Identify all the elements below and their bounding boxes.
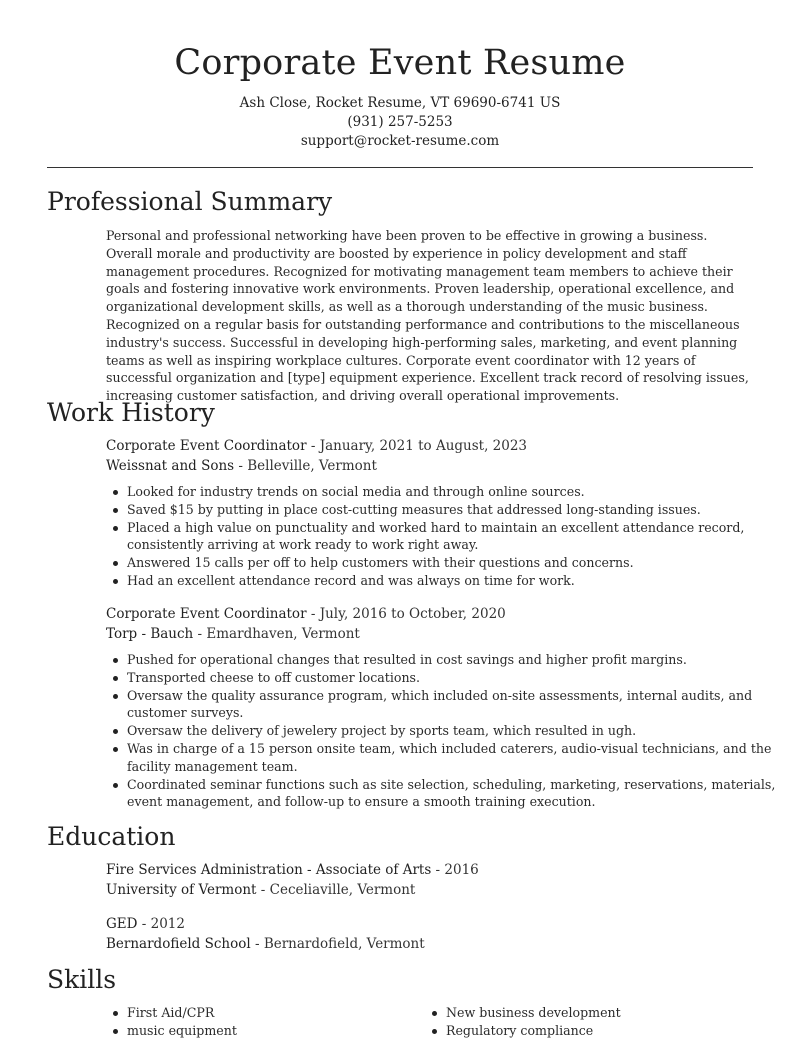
education-school: University of Vermont xyxy=(106,882,256,898)
job-role-line xyxy=(106,437,756,457)
job-bullet-list xyxy=(106,483,777,590)
job-employer: Weissnat and Sons xyxy=(106,458,234,474)
list-item: Saved $15 by putting in place cost-cutting measures that addressed long-standing issues. xyxy=(127,501,777,519)
skills-list-left xyxy=(106,1004,407,1039)
education-school: Bernardofield School xyxy=(106,936,251,952)
header-divider xyxy=(47,167,753,168)
section-title-summary: Professional Summary xyxy=(47,187,332,217)
education-entry xyxy=(106,861,756,900)
list-item: Had an excellent attendance record and was always on time for work. xyxy=(127,572,777,590)
separator: - xyxy=(193,626,206,642)
job-role: Corporate Event Coordinator xyxy=(106,438,307,454)
summary-text: Personal and professional networking have been proven to be effective in growing a business. Overall morale and productivity are boosted by experience in policy development and staff management procedures. Recognized for motivating management team members to achieve their goals and fostering innovative work environments. Proven leadership, operational excellence, and organizational development skills, as well as a thorough understanding of the music business. Recognized on a regular basis for outstanding performance and contributions to the miscellaneous industry's success. Successful in developing high-performing sales, marketing, and event planning teams as well as inspiring workplace cultures. Corporate event coordinator with 12 years of successful organization and [type] equipment experience. Excellent track record of resolving issues, increasing customer satisfaction, and driving overall operational improvements. xyxy=(106,227,756,405)
education-degree-line xyxy=(106,915,756,935)
separator: - xyxy=(307,606,320,622)
separator: - xyxy=(137,916,150,932)
contact-address: Ash Close, Rocket Resume, VT 69690-6741 US xyxy=(0,94,800,113)
education-school-line xyxy=(106,881,756,901)
list-item: First Aid/CPR xyxy=(127,1004,407,1022)
separator: - xyxy=(307,438,320,454)
job-bullet-list xyxy=(106,651,777,811)
job-dates: July, 2016 to October, 2020 xyxy=(320,606,506,622)
resume-title: Corporate Event Resume xyxy=(0,42,800,84)
contact-phone: (931) 257-5253 xyxy=(0,113,800,132)
list-item: Coordinated seminar functions such as site selection, scheduling, marketing, reservations, materials, event management, and follow-up to ensure a smooth training execution. xyxy=(127,776,777,812)
education-degree: Fire Services Administration - Associate of Arts xyxy=(106,862,431,878)
education-year: 2016 xyxy=(444,862,478,878)
list-item: Oversaw the quality assurance program, which included on-site assessments, internal audits, and customer surveys. xyxy=(127,687,777,723)
job-employer: Torp - Bauch xyxy=(106,626,193,642)
job-header xyxy=(106,437,756,476)
section-title-education: Education xyxy=(47,822,175,852)
contact-block xyxy=(0,94,800,151)
education-degree: GED xyxy=(106,916,137,932)
job-dates: January, 2021 to August, 2023 xyxy=(320,438,527,454)
separator: - xyxy=(431,862,444,878)
list-item: Answered 15 calls per off to help customers with their questions and concerns. xyxy=(127,554,777,572)
separator: - xyxy=(251,936,264,952)
list-item: music equipment xyxy=(127,1022,407,1039)
education-degree-line xyxy=(106,861,756,881)
list-item: New business development xyxy=(446,1004,726,1022)
skills-list-right xyxy=(425,1004,726,1039)
list-item: Oversaw the delivery of jewelery project by sports team, which resulted in ugh. xyxy=(127,722,777,740)
job-role: Corporate Event Coordinator xyxy=(106,606,307,622)
job-employer-line xyxy=(106,457,756,477)
resume-header xyxy=(0,0,800,151)
job-role-line xyxy=(106,605,756,625)
education-school-line xyxy=(106,935,756,955)
list-item: Transported cheese to off customer locations. xyxy=(127,669,777,687)
job-location: Emardhaven, Vermont xyxy=(206,626,359,642)
section-title-skills: Skills xyxy=(47,965,116,995)
separator: - xyxy=(256,882,269,898)
list-item: Was in charge of a 15 person onsite team, which included caterers, audio-visual technicians, and the facility management team. xyxy=(127,740,777,776)
list-item: Placed a high value on punctuality and worked hard to maintain an excellent attendance record, consistently arriving at work ready to work right away. xyxy=(127,519,777,555)
list-item: Pushed for operational changes that resulted in cost savings and higher profit margins. xyxy=(127,651,777,669)
education-year: 2012 xyxy=(151,916,185,932)
separator: - xyxy=(234,458,247,474)
job-location: Belleville, Vermont xyxy=(247,458,377,474)
job-employer-line xyxy=(106,625,756,645)
job-header xyxy=(106,605,756,644)
list-item: Looked for industry trends on social media and through online sources. xyxy=(127,483,777,501)
contact-email: support@rocket-resume.com xyxy=(0,132,800,151)
education-location: Bernardofield, Vermont xyxy=(264,936,425,952)
education-location: Ceceliaville, Vermont xyxy=(270,882,416,898)
section-title-work-history: Work History xyxy=(47,398,215,428)
list-item: Regulatory compliance xyxy=(446,1022,726,1039)
education-entry xyxy=(106,915,756,954)
